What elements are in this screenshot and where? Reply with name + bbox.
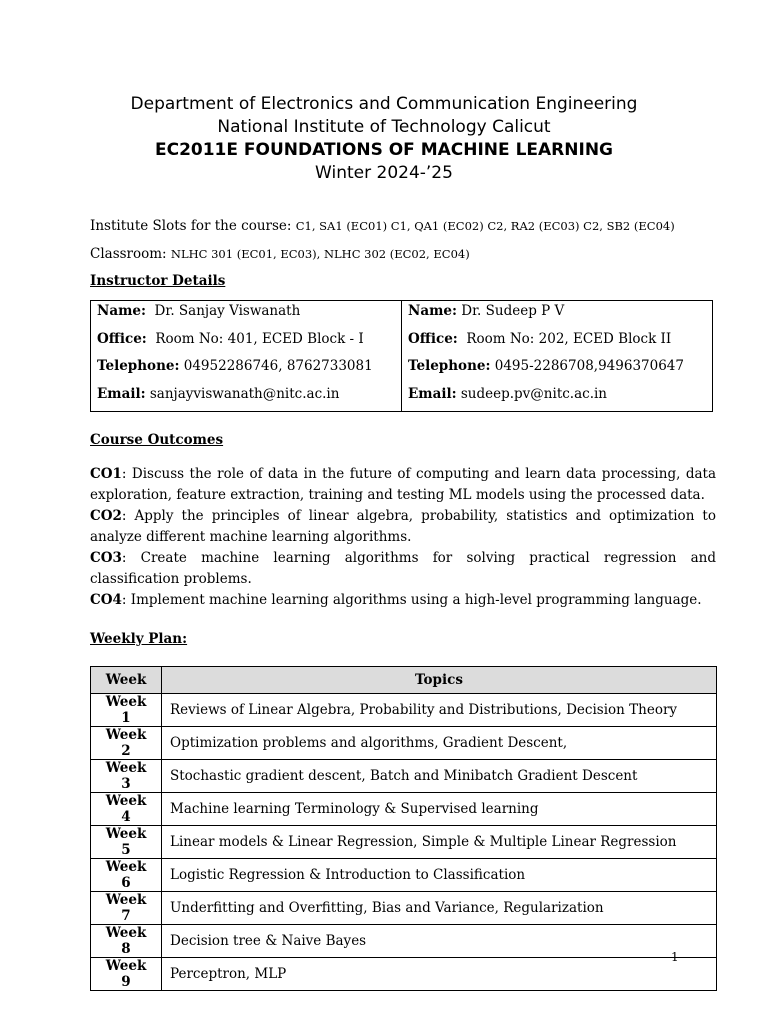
week-cell: Week 1 <box>91 694 162 727</box>
slots-value: C1, SA1 (EC01) C1, QA1 (EC02) C2, RA2 (EC03) C2, SB2 (EC04) <box>295 219 675 233</box>
outcome-item: CO2: Apply the principles of linear algebra, probability, statistics and optimization to analyze different machine learning algorithms. <box>90 508 716 545</box>
week-cell: Week 5 <box>91 826 162 859</box>
table-row <box>91 694 717 727</box>
topic-cell: Linear models & Linear Regression, Simple & Multiple Linear Regression <box>162 826 717 859</box>
instructor-office: Office: Room No: 401, ECED Block - I <box>97 330 364 347</box>
week-cell: Week 4 <box>91 793 162 826</box>
week-cell: Week 8 <box>91 925 162 958</box>
instructor-heading: Instructor Details <box>90 273 226 289</box>
table-row <box>91 925 717 958</box>
week-cell: Week 3 <box>91 760 162 793</box>
table-row <box>91 958 717 991</box>
week-cell: Week 9 <box>91 958 162 991</box>
week-cell: Week 7 <box>91 892 162 925</box>
institute-name: National Institute of Technology Calicut <box>217 117 551 137</box>
weekly-plan-table <box>90 666 717 991</box>
topic-cell: Decision tree & Naive Bayes <box>162 925 717 958</box>
table-row <box>91 892 717 925</box>
instructor-telephone: Telephone: 0495-2286708,9496370647 <box>408 358 684 374</box>
table-row <box>91 859 717 892</box>
instructor-name: Name: Dr. Sudeep P V <box>408 303 565 319</box>
instructor-name: Name: Dr. Sanjay Viswanath <box>97 303 301 319</box>
weekly-plan-heading: Weekly Plan: <box>90 631 188 647</box>
topic-cell: Reviews of Linear Algebra, Probability and Distributions, Decision Theory <box>162 694 717 727</box>
topic-cell: Optimization problems and algorithms, Gradient Descent, <box>162 727 717 760</box>
instructor-email: Email: sanjayviswanath@nitc.ac.in <box>97 385 340 402</box>
topic-cell: Logistic Regression & Introduction to Classification <box>162 859 717 892</box>
classroom-value: NLHC 301 (EC01, EC03), NLHC 302 (EC02, EC04) <box>170 247 470 261</box>
table-row <box>91 793 717 826</box>
outcome-item: CO3: Create machine learning algorithms for solving practical regression and classification problems. <box>90 550 716 587</box>
week-cell: Week 2 <box>91 727 162 760</box>
department-name: Department of Electronics and Communication Engineering <box>130 94 638 114</box>
course-title: EC2011E FOUNDATIONS OF MACHINE LEARNING <box>154 140 613 160</box>
outcomes-heading: Course Outcomes <box>90 432 224 448</box>
document-header <box>0 93 768 185</box>
topic-cell: Perceptron, MLP <box>162 958 717 991</box>
outcome-item: CO4: Implement machine learning algorithms using a high-level programming language. <box>90 592 702 608</box>
outcome-item: CO1: Discuss the role of data in the future of computing and learn data processing, data exploration, feature extraction, training and testing ML models using the processed data. <box>90 466 716 503</box>
week-cell: Week 6 <box>91 859 162 892</box>
slots-label: Institute Slots for the course: <box>90 218 292 234</box>
instructor-office: Office: Room No: 202, ECED Block II <box>408 330 672 347</box>
header-topics: Topics <box>162 667 717 694</box>
instructor-email: Email: sudeep.pv@nitc.ac.in <box>408 385 608 402</box>
instructor-table <box>90 300 713 412</box>
instructor-telephone: Telephone: 04952286746, 8762733081 <box>97 358 373 374</box>
instructor-cell <box>402 301 713 412</box>
table-header-row <box>91 667 717 694</box>
topic-cell: Stochastic gradient descent, Batch and Minibatch Gradient Descent <box>162 760 717 793</box>
term: Winter 2024-’25 <box>315 163 453 183</box>
page-number: 1 <box>671 950 679 964</box>
topic-cell: Machine learning Terminology & Supervised learning <box>162 793 717 826</box>
header-week: Week <box>91 667 162 694</box>
institute-slots <box>90 218 675 234</box>
table-row <box>91 727 717 760</box>
classroom <box>90 246 470 262</box>
classroom-label: Classroom: <box>90 246 167 262</box>
instructor-cell <box>91 301 402 412</box>
topic-cell: Underfitting and Overfitting, Bias and Variance, Regularization <box>162 892 717 925</box>
course-outcomes <box>90 464 716 611</box>
table-row <box>91 760 717 793</box>
table-row <box>91 826 717 859</box>
